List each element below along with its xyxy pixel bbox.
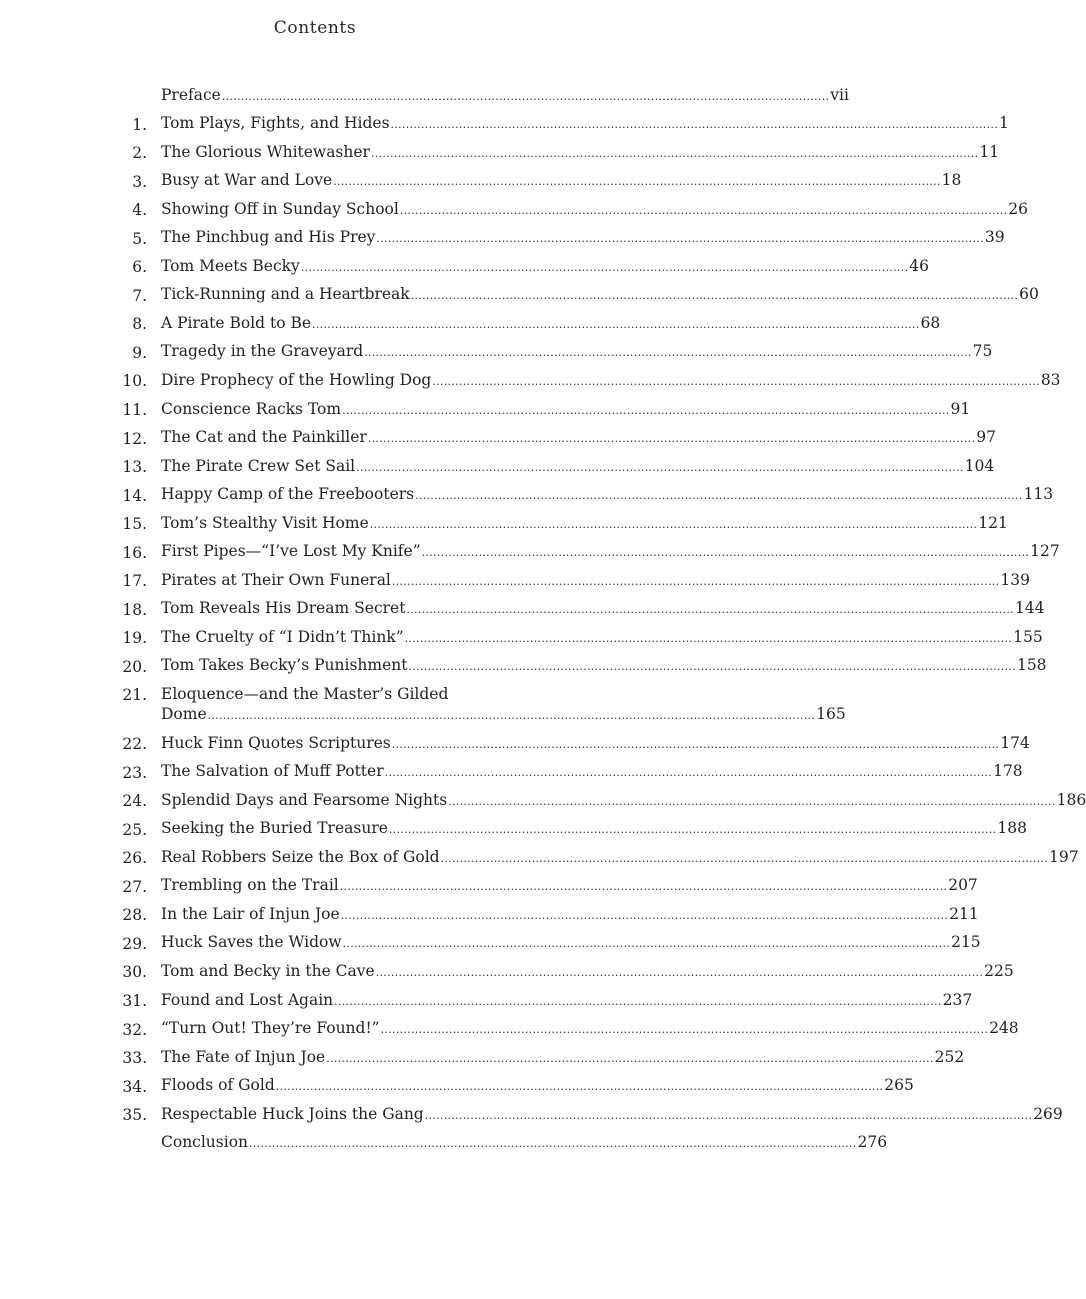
dot-leader [249, 1134, 856, 1154]
leader-line [161, 1018, 1019, 1040]
leader-line [161, 284, 1039, 306]
page-number: 269 [1033, 1104, 1063, 1123]
toc-entry[interactable] [110, 423, 997, 452]
chapter-number: 21. [122, 686, 147, 705]
chapter-title: First Pipes—“I’ve Lost My Knife” [161, 542, 421, 561]
leader-line [161, 1132, 887, 1154]
leader-line [161, 761, 1023, 783]
toc-entry[interactable] [110, 508, 1008, 537]
leader-line [161, 790, 1086, 812]
dot-leader [222, 87, 829, 107]
entry-body [161, 932, 981, 956]
chapter-number: 18. [122, 600, 147, 619]
chapter-number: 10. [122, 372, 147, 391]
toc-entry[interactable] [110, 679, 846, 728]
page-number: 197 [1049, 847, 1079, 866]
chapter-title: Conscience Racks Tom [161, 399, 342, 418]
leader-line [161, 399, 970, 421]
chapter-title: Tragedy in the Graveyard [161, 342, 364, 361]
leader-line [161, 875, 978, 897]
leader-line [161, 113, 1009, 135]
page-number: 265 [884, 1076, 914, 1095]
toc-entry[interactable] [110, 899, 979, 928]
leader-line [161, 484, 1053, 506]
chapter-title: Floods of Gold [161, 1076, 275, 1095]
entry-body [161, 761, 1023, 785]
page-number: 215 [951, 933, 981, 952]
chapter-number: 1. [132, 115, 147, 134]
dot-leader [389, 820, 996, 840]
chapter-number: 15. [122, 515, 147, 534]
chapter-number: 12. [122, 429, 147, 448]
entry-body [161, 875, 978, 899]
chapter-title: The Fate of Injun Joe [161, 1047, 326, 1066]
chapter-title: Real Robbers Seize the Box of Gold [161, 847, 440, 866]
dot-leader [208, 706, 815, 726]
chapter-title: A Pirate Bold to Be [161, 313, 312, 332]
chapter-number: 3. [132, 172, 147, 191]
page-number: 188 [997, 819, 1027, 838]
chapter-title: The Pirate Crew Set Sail [161, 456, 356, 475]
toc-entry[interactable] [110, 166, 962, 195]
page-number: 121 [978, 513, 1008, 532]
dot-leader [381, 1020, 988, 1040]
leader-line [161, 313, 940, 335]
chapter-number: 5. [132, 229, 147, 248]
dot-leader [391, 115, 998, 135]
chapter-title: The Cat and the Painkiller [161, 428, 367, 447]
page-number: 75 [972, 342, 993, 361]
toc-entry[interactable] [110, 537, 1060, 566]
chapter-title: Dire Prophecy of the Howling Dog [161, 371, 432, 390]
entry-body [161, 227, 1005, 251]
leader-line [161, 256, 929, 278]
chapter-title: The Cruelty of “I Didn’t Think” [161, 627, 404, 646]
dot-leader [364, 343, 971, 363]
chapter-title: Happy Camp of the Freebooters [161, 485, 415, 504]
chapter-title: Tom Reveals His Dream Secret [161, 599, 406, 618]
dot-leader [342, 401, 949, 421]
leader-line [161, 370, 1061, 392]
chapter-title: Huck Finn Quotes Scriptures [161, 733, 391, 752]
entry-body [161, 904, 979, 928]
dot-leader [392, 735, 999, 755]
dot-leader [333, 172, 940, 192]
entry-body [161, 284, 1039, 308]
leader-line [161, 427, 996, 449]
dot-leader [422, 543, 1029, 563]
chapter-number: 22. [122, 735, 147, 754]
dot-leader [312, 315, 919, 335]
toc-entry[interactable] [110, 871, 978, 900]
leader-line [161, 199, 1028, 221]
leader-line [161, 541, 1060, 563]
chapter-title: The Pinchbug and His Prey [161, 228, 376, 247]
chapter-title: Tom Takes Becky’s Punishment [161, 656, 408, 675]
chapter-number: 14. [122, 486, 147, 505]
dot-leader [432, 372, 1039, 392]
entry-body [161, 484, 1053, 508]
entry-body [161, 256, 929, 280]
page-number: 97 [976, 428, 997, 447]
chapter-number: 29. [122, 934, 147, 953]
entry-body [161, 513, 1008, 537]
chapter-number: 35. [122, 1106, 147, 1125]
toc-entry[interactable] [110, 594, 1045, 623]
toc-entry[interactable] [110, 1128, 888, 1157]
entry-body [161, 961, 1014, 985]
chapter-title: The Glorious Whitewasher [161, 142, 370, 161]
table-of-contents [110, 80, 1086, 1156]
dot-leader [392, 572, 999, 592]
chapter-title: Respectable Huck Joins the Gang [161, 1104, 424, 1123]
entry-body [161, 733, 1030, 757]
page-number: 91 [950, 399, 971, 418]
chapter-number: 30. [122, 963, 147, 982]
chapter-number: 28. [122, 906, 147, 925]
entry-body [161, 170, 961, 194]
entry-body [161, 990, 972, 1014]
entry-body [161, 427, 996, 451]
toc-entry[interactable] [110, 814, 1027, 843]
leader-line [161, 456, 994, 478]
leader-line [161, 1104, 1063, 1126]
entry-body [161, 570, 1030, 594]
chapter-title: Tom Meets Becky [161, 256, 300, 275]
toc-entry[interactable] [110, 480, 1054, 509]
dot-leader [405, 629, 1012, 649]
dot-leader [376, 229, 983, 249]
chapter-title: The Salvation of Muff Potter [161, 762, 384, 781]
page-number: 113 [1023, 485, 1054, 504]
dot-leader [411, 286, 1018, 306]
toc-entry[interactable] [110, 365, 1061, 394]
entry-body [161, 1018, 1019, 1042]
entry-body [161, 541, 1060, 565]
page-number: 276 [857, 1133, 888, 1152]
dot-leader [406, 600, 1013, 620]
dot-leader [409, 657, 1016, 677]
toc-entry[interactable] [110, 785, 1086, 814]
chapter-number: 6. [132, 258, 147, 277]
toc-entry[interactable] [110, 394, 971, 423]
chapter-title-line-1: Eloquence—and the Master’s Gilded [161, 685, 449, 704]
toc-entry[interactable] [110, 280, 1039, 309]
chapter-number: 19. [122, 629, 147, 648]
chapter-title: “Turn Out! They’re Found!” [161, 1019, 380, 1038]
chapter-title: Tick-Running and a Heartbreak [161, 285, 410, 304]
toc-entry[interactable] [110, 337, 993, 366]
entry-body [161, 142, 999, 166]
chapter-number: 4. [132, 201, 147, 220]
chapter-number [110, 1128, 161, 1136]
entry-body [161, 684, 846, 728]
chapter-title: Splendid Days and Fearsome Nights [161, 790, 448, 809]
dot-leader [425, 1106, 1032, 1126]
leader-line [161, 1047, 964, 1069]
entry-body [161, 655, 1047, 679]
toc-entry[interactable] [110, 565, 1030, 594]
chapter-number: 8. [132, 315, 147, 334]
page-number: 39 [984, 228, 1005, 247]
chapter-number: 24. [122, 792, 147, 811]
page-number: 68 [920, 313, 941, 332]
chapter-number: 23. [122, 763, 147, 782]
page-number: 46 [909, 256, 929, 275]
dot-leader [400, 201, 1007, 221]
entry-body [161, 341, 992, 365]
page-number: 174 [1000, 733, 1030, 752]
entry-body [161, 313, 940, 337]
chapter-title: Tom’s Stealthy Visit Home [161, 513, 369, 532]
leader-line [161, 847, 1079, 869]
dot-leader [385, 763, 992, 783]
dot-leader [448, 792, 1055, 812]
dot-leader [376, 963, 983, 983]
chapter-number: 32. [122, 1020, 147, 1039]
chapter-title: Dome [161, 705, 207, 724]
page-number: 18 [941, 171, 962, 190]
toc-entry[interactable] [110, 451, 995, 480]
toc-entry[interactable] [110, 109, 1009, 138]
entry-body [161, 1047, 964, 1071]
leader-line [161, 818, 1027, 840]
toc-entry[interactable] [110, 223, 1005, 252]
leader-line [161, 513, 1008, 535]
page-number: 178 [993, 762, 1023, 781]
leader-line [161, 85, 849, 107]
page-number: 26 [1008, 199, 1029, 218]
leader-line [161, 704, 846, 726]
leader-line [161, 570, 1030, 592]
chapter-title: Found and Lost Again [161, 990, 334, 1009]
leader-line [161, 227, 1005, 249]
dot-leader [334, 992, 941, 1012]
chapter-title: Trembling on the Trail [161, 876, 339, 895]
page-number: 211 [949, 904, 979, 923]
page-number: 155 [1013, 627, 1043, 646]
chapter-title: Tom Plays, Fights, and Hides [161, 114, 390, 133]
chapter-title: Tom and Becky in the Cave [161, 962, 375, 980]
page-number: 207 [948, 876, 978, 895]
entry-body [161, 113, 1009, 137]
page-number: 225 [984, 962, 1014, 980]
entry-body [161, 627, 1043, 651]
entry-body [161, 199, 1028, 223]
toc-entry[interactable] [110, 728, 1030, 757]
leader-line [161, 598, 1045, 620]
leader-line [161, 170, 961, 192]
entry-body [161, 456, 994, 480]
leader-line [161, 961, 1014, 983]
chapter-number: 11. [122, 401, 147, 420]
entry-body [161, 399, 970, 423]
page-number: 186 [1056, 790, 1086, 809]
dot-leader [343, 934, 950, 954]
chapter-title: Huck Saves the Widow [161, 933, 342, 952]
entry-body [161, 1075, 914, 1099]
entry-body [161, 818, 1027, 842]
page-number: 144 [1014, 599, 1045, 618]
dot-leader [368, 429, 975, 449]
toc-entry[interactable] [110, 1071, 914, 1100]
leader-line [161, 627, 1043, 649]
toc-entry[interactable] [110, 308, 941, 337]
page-number: 165 [816, 705, 846, 724]
chapter-number: 2. [132, 144, 147, 163]
leader-line [161, 904, 979, 926]
chapter-number: 27. [122, 877, 147, 896]
page-number: 60 [1019, 285, 1039, 304]
leader-line [161, 733, 1030, 755]
chapter-number: 33. [122, 1049, 147, 1068]
toc-entry[interactable] [110, 956, 1014, 985]
dot-leader [340, 877, 947, 897]
chapter-number: 31. [122, 992, 147, 1010]
toc-entry[interactable] [110, 622, 1043, 651]
chapter-number: 34. [122, 1077, 147, 1096]
chapter-number [110, 80, 161, 88]
dot-leader [415, 486, 1022, 506]
chapter-title: Conclusion [161, 1133, 249, 1152]
page-title: Contents [273, 18, 357, 38]
page-number: 139 [1000, 570, 1030, 589]
chapter-title: In the Lair of Injun Joe [161, 904, 340, 923]
dot-leader [276, 1077, 883, 1097]
toc-entry[interactable] [110, 1099, 1063, 1128]
toc-entry[interactable] [110, 194, 1029, 223]
chapter-number: 16. [122, 543, 147, 562]
page-number: 237 [942, 990, 973, 1009]
chapter-title: Seeking the Buried Treasure [161, 819, 388, 838]
toc-entry[interactable] [110, 1042, 965, 1071]
page-number: 252 [934, 1047, 965, 1066]
chapter-number: 13. [122, 458, 147, 477]
chapter-number: 20. [122, 657, 147, 676]
chapter-number: 26. [122, 849, 147, 868]
page-number: 83 [1040, 371, 1061, 390]
dot-leader [326, 1049, 933, 1069]
dot-leader [441, 849, 1048, 869]
toc-entry[interactable] [110, 80, 849, 109]
leader-line [161, 142, 999, 164]
leader-line [161, 932, 981, 954]
leader-line [161, 655, 1047, 677]
page-number: vii [830, 85, 849, 104]
toc-entry[interactable] [110, 842, 1079, 871]
toc-entry[interactable] [110, 1014, 1019, 1043]
page-number: 158 [1016, 656, 1047, 675]
chapter-title: Busy at War and Love [161, 171, 333, 190]
entry-body [161, 85, 849, 109]
chapter-number: 25. [122, 820, 147, 839]
leader-line [161, 341, 992, 363]
toc-entry[interactable] [110, 651, 1047, 680]
toc-entry[interactable] [110, 757, 1023, 786]
entry-body [161, 790, 1086, 814]
leader-line [161, 1075, 914, 1097]
toc-entry[interactable] [110, 985, 973, 1014]
entry-body [161, 598, 1045, 622]
toc-entry[interactable] [110, 137, 1000, 166]
page-number: 11 [979, 142, 1000, 161]
page-number: 104 [964, 456, 995, 475]
toc-entry[interactable] [110, 251, 929, 280]
chapter-title: Pirates at Their Own Funeral [161, 570, 391, 589]
dot-leader [301, 258, 908, 278]
leader-line [161, 990, 972, 1012]
dot-leader [370, 515, 977, 535]
page-number: 127 [1030, 542, 1060, 561]
page-number: 1 [999, 114, 1009, 133]
chapter-title: Preface [161, 85, 221, 104]
toc-entry[interactable] [110, 928, 981, 957]
dot-leader [341, 906, 948, 926]
chapter-title: Showing Off in Sunday School [161, 199, 399, 218]
dot-leader [356, 458, 963, 478]
chapter-number: 9. [132, 343, 147, 362]
entry-body [161, 370, 1061, 394]
entry-body [161, 1132, 887, 1156]
page-number: 248 [989, 1019, 1019, 1038]
chapter-number: 17. [122, 572, 147, 591]
entry-body [161, 1104, 1063, 1128]
entry-body [161, 847, 1079, 871]
dot-leader [371, 144, 978, 164]
chapter-number: 7. [132, 286, 147, 305]
